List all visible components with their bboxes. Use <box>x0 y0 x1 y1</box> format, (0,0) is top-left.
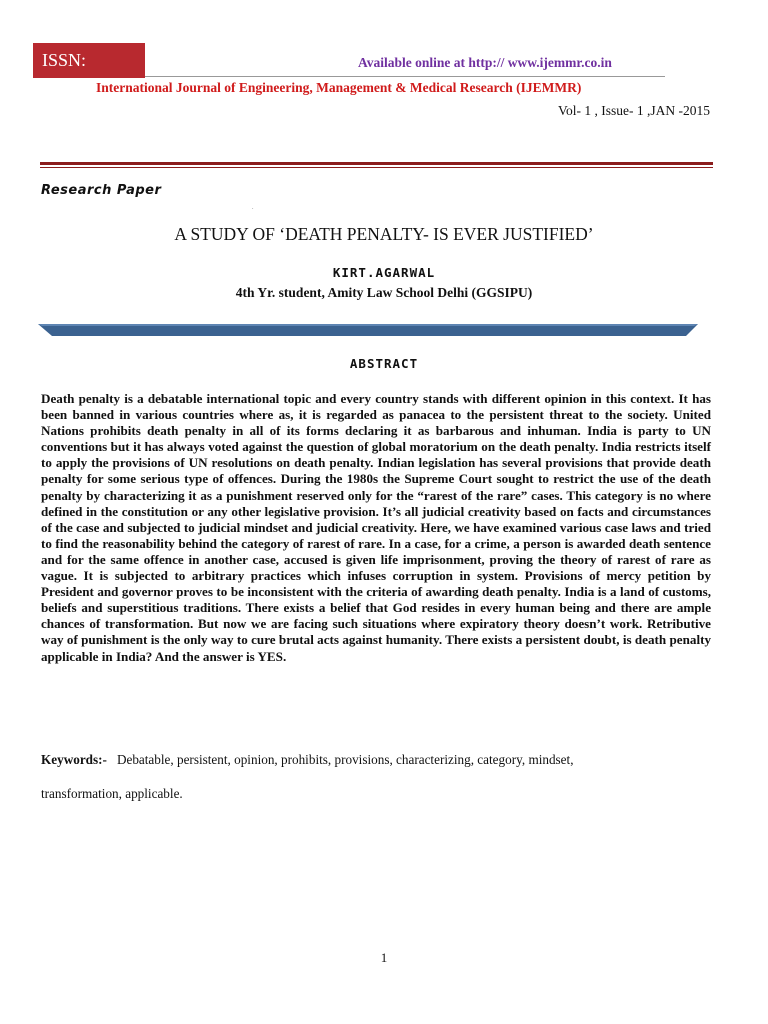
header-rule <box>145 76 665 77</box>
divider-thin <box>40 167 713 168</box>
page-number: 1 <box>380 950 388 965</box>
paper-type: Research Paper <box>41 183 162 198</box>
journal-name: International Journal of Engineering, Management & Medical Research (IJEMMR) <box>96 80 582 95</box>
divider-thick <box>40 162 713 165</box>
keywords-list: Debatable, persistent, opinion, prohibits, provisions, characterizing, category, mindset, <box>116 752 574 767</box>
abstract-heading: ABSTRACT <box>349 356 419 371</box>
issn-label: ISSN: <box>33 43 145 78</box>
volume-issue: Vol- 1 , Issue- 1 ,JAN -2015 <box>558 103 710 118</box>
abstract-body: Death penalty is a debatable international topic and every country stands with different opinion in this context. It has been banned in various countries where as, it is regarded as panacea to the persistent threat to the society. United Nations prohibits death penalty in all of its forms declaring it as barbarous and inhuman. India is party to UN conventions but it has always voted against the question of global moratorium on the death penalty. India restricts itself to apply the provisions of UN resolutions on death penalty. Indian legislation has several provisions that provide death penalty for some serious type of offences. During the 1980s the Supreme Court sought to restrict the use of the death penalty by characterizing it as a punishment reserved only for the “rarest of the rare” cases. This category is no where defined in the constitution or any other legislative provision. It’s all judicial creativity based on facts and circumstances of the case and subjected to judicial mindset and judicial creativity. Here, we have examined various case laws and tried to find the reasonability behind the category of rarest of rare. In a case, for a crime, a person is awarded death sentence and for the same offence in another case, accused is given life imprisonment, proving the theory of rarest of rare as vague. It is subjected to arbitrary practices which infuses corruption in system. Provisions of mercy petition by President and governor proves to be inconsistent with the criteria of awarding death penalty. India is a land of customs, beliefs and superstitious traditions. There exists a belief that God resides in every human being and there are ample chances of transformation. But now we are facing such situations where expiratory theory doesn’t work. Retributive way of punishment is the only way to cure brutal acts against humanity. There exists a persistent doubt, is death penalty applicable in India? And the answer is YES. <box>41 391 711 664</box>
keywords-label: Keywords:- <box>41 752 107 767</box>
stray-dot: . <box>252 205 254 211</box>
author-name: KIRT.AGARWAL <box>332 265 436 280</box>
keywords-line <box>41 752 711 768</box>
author-affiliation: 4th Yr. student, Amity Law School Delhi (GGSIPU) <box>235 285 533 300</box>
keywords-list-continued: transformation, applicable. <box>41 786 183 801</box>
available-online-link[interactable]: Available online at http:// www.ijemmr.co.in <box>358 55 612 70</box>
paper-title: A STUDY OF ‘DEATH PENALTY- IS EVER JUSTIFIED’ <box>174 224 594 244</box>
decorative-band <box>38 321 698 336</box>
